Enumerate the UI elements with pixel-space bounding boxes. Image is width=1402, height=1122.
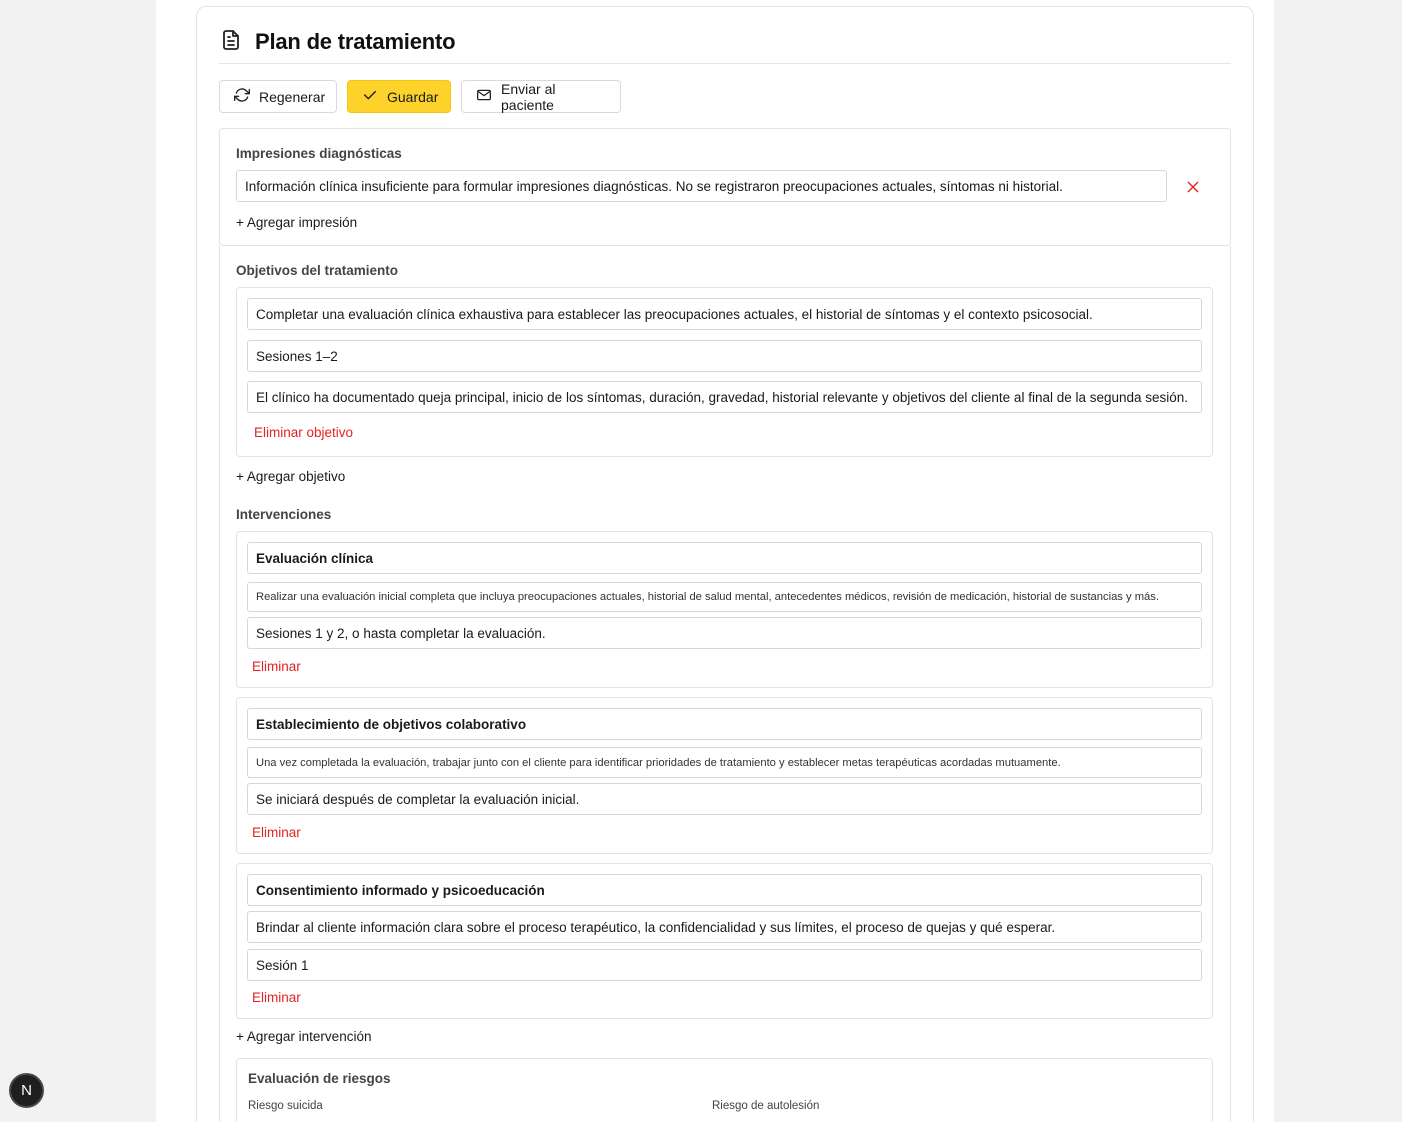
save-button[interactable]: [347, 80, 451, 113]
risk-assessment-title: Evaluación de riesgos: [248, 1071, 391, 1086]
diagnostic-impression-field[interactable]: Información clínica insuficiente para formular impresiones diagnósticas. No se registraron preocupaciones actuales, síntomas ni historial.: [236, 170, 1167, 202]
add-impression-button[interactable]: + Agregar impresión: [236, 215, 358, 230]
delete-intervention-button[interactable]: Eliminar: [252, 659, 301, 674]
intervention-description-field[interactable]: Realizar una evaluación inicial completa que incluya preocupaciones actuales, historial de salud mental, antecedentes médicos, revisión de medicación, historial de sustancias y más.: [247, 582, 1202, 612]
page-header: [219, 24, 455, 60]
regenerate-button[interactable]: [219, 80, 337, 113]
self-harm-risk-label: Riesgo de autolesión: [712, 1100, 820, 1112]
objectives-label: Objetivos del tratamiento: [236, 263, 399, 278]
intervention-frequency-field[interactable]: Sesiones 1 y 2, o hasta completar la evaluación.: [247, 617, 1202, 649]
mail-icon: [476, 87, 492, 106]
avatar-button[interactable]: N: [9, 1073, 44, 1108]
send-to-patient-button[interactable]: [461, 80, 621, 113]
intervention-frequency-field[interactable]: Se iniciará después de completar la evaluación inicial.: [247, 783, 1202, 815]
regenerate-label: Regenerar: [259, 88, 326, 105]
objective-goal-field[interactable]: Completar una evaluación clínica exhaustiva para establecer las preocupaciones actuales, el historial de síntomas y el contexto psicosocial.: [247, 298, 1202, 330]
intervention-name-field[interactable]: Evaluación clínica: [247, 542, 1202, 574]
intervention-frequency-field[interactable]: Sesión 1: [247, 949, 1202, 981]
check-icon: [362, 87, 378, 106]
objective-criteria-field[interactable]: El clínico ha documentado queja principal, inicio de los síntomas, duración, gravedad, historial relevante y objetivos del cliente al final de la segunda sesión.: [247, 381, 1202, 413]
refresh-icon: [234, 87, 250, 106]
add-intervention-button[interactable]: + Agregar intervención: [236, 1029, 372, 1044]
suicide-risk-label: Riesgo suicida: [248, 1100, 323, 1112]
intervention-name-field[interactable]: Consentimiento informado y psicoeducación: [247, 874, 1202, 906]
close-icon[interactable]: [1186, 180, 1200, 199]
intervention-description-field[interactable]: Brindar al cliente información clara sobre el proceso terapéutico, la confidencialidad y sus límites, el proceso de quejas y qué esperar.: [247, 911, 1202, 943]
save-label: Guardar: [387, 88, 439, 105]
interventions-label: Intervenciones: [236, 507, 332, 522]
document-icon: [219, 28, 243, 57]
page-title: Plan de tratamiento: [255, 29, 456, 54]
add-objective-button[interactable]: + Agregar objetivo: [236, 469, 346, 484]
title-divider: [219, 63, 1231, 64]
delete-intervention-button[interactable]: Eliminar: [252, 990, 301, 1005]
risk-assessment-card: [236, 1058, 1213, 1122]
intervention-name-field[interactable]: Establecimiento de objetivos colaborativo: [247, 708, 1202, 740]
delete-intervention-button[interactable]: Eliminar: [252, 825, 301, 840]
diagnostics-label: Impresiones diagnósticas: [236, 146, 402, 161]
send-label: Enviar al paciente: [501, 80, 556, 113]
delete-objective-button[interactable]: Eliminar objetivo: [254, 425, 354, 440]
objective-timeframe-field[interactable]: Sesiones 1–2: [247, 340, 1202, 372]
intervention-description-field[interactable]: Una vez completada la evaluación, trabajar junto con el cliente para identificar prioridades de tratamiento y establecer metas terapéuticas acordadas mutuamente.: [247, 747, 1202, 778]
